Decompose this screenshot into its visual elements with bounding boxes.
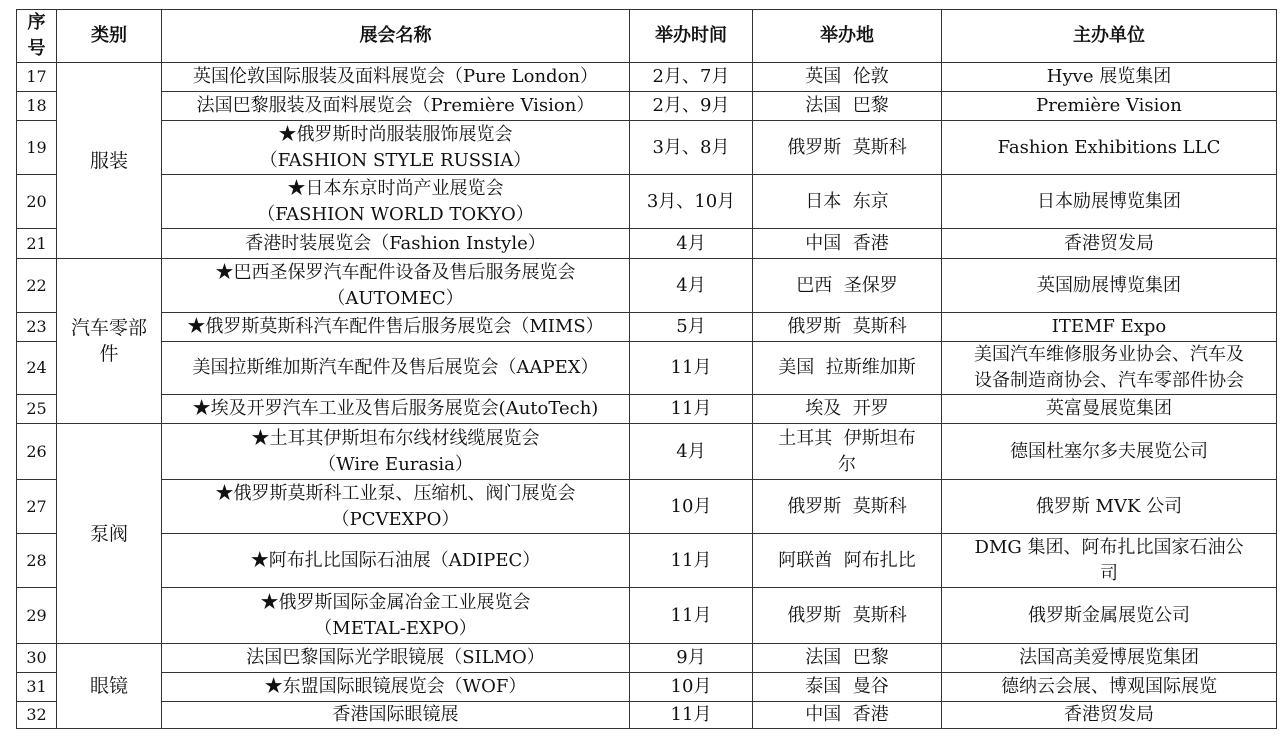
table-row: [17, 121, 1277, 175]
cell-line: 俄罗斯 MVK 公司: [1035, 495, 1183, 517]
cell-exhibition-name: [162, 702, 630, 729]
cell-line: 俄罗斯 莫斯科: [787, 136, 907, 158]
cell-line: 香港贸发局: [1064, 704, 1154, 725]
cell-line: 法国巴黎国际光学眼镜展（SILMO）: [246, 647, 545, 668]
table-row: [17, 424, 1277, 480]
cell-time: 10月: [630, 480, 753, 534]
cell-line: 法国 巴黎: [805, 95, 889, 116]
cell-time: 5月: [630, 313, 753, 342]
cell-line: 尔: [838, 453, 856, 475]
cell-line: 美国拉斯维加斯汽车配件及售后展览会（AAPEX）: [192, 357, 599, 378]
cell-place: [753, 480, 942, 534]
cell-organizer: [942, 702, 1277, 729]
cell-line: 司: [1100, 562, 1118, 584]
cell-exhibition-name: [162, 121, 630, 175]
cell-seq: 29: [17, 588, 57, 644]
cell-exhibition-name: [162, 480, 630, 534]
cell-place: [753, 534, 942, 588]
cell-seq: 23: [17, 313, 57, 342]
cell-seq: 24: [17, 342, 57, 395]
cell-line: 阿联酋 阿布扎比: [778, 549, 916, 571]
cell-exhibition-name: [162, 63, 630, 92]
cell-seq: 26: [17, 424, 57, 480]
cell-line: 英国励展博览集团: [1037, 274, 1181, 296]
cell-line: 法国巴黎服装及面料展览会（Première Vision）: [196, 95, 595, 116]
table-row: [17, 63, 1277, 92]
cell-place: [753, 229, 942, 259]
cell-line: ★俄罗斯莫斯科汽车配件售后服务展览会（MIMS）: [187, 316, 604, 337]
cell-seq: 31: [17, 673, 57, 702]
table-row: [17, 313, 1277, 342]
cell-time: 11月: [630, 534, 753, 588]
cell-organizer: [942, 259, 1277, 313]
cell-line: 英国伦敦国际服装及面料展览会（Pure London）: [192, 66, 599, 87]
cell-line: ★俄罗斯国际金属冶金工业展览会: [260, 591, 531, 613]
cell-place: [753, 424, 942, 480]
cell-line: ★日本东京时尚产业展览会: [287, 177, 504, 199]
table-row: [17, 588, 1277, 644]
header-seq: 序 号: [17, 10, 57, 63]
cell-place: [753, 63, 942, 92]
cell-line: （AUTOMEC）: [327, 287, 464, 309]
cell-line: ★东盟国际眼镜展览会（WOF）: [264, 676, 527, 697]
cell-time: 3月、8月: [630, 121, 753, 175]
cell-seq: 17: [17, 63, 57, 92]
cell-organizer: [942, 480, 1277, 534]
cell-place: [753, 673, 942, 702]
cell-line: 中国 香港: [805, 232, 889, 254]
cell-place: [753, 588, 942, 644]
cell-time: 11月: [630, 395, 753, 424]
table-row: [17, 702, 1277, 729]
cell-line: 香港国际眼镜展: [332, 704, 459, 725]
cell-line: 香港时装展览会（Fashion Instyle）: [245, 232, 546, 254]
cell-line: 法国高美爱博展览集团: [1019, 647, 1199, 668]
cell-place: [753, 175, 942, 229]
cell-seq: 27: [17, 480, 57, 534]
table-row: [17, 342, 1277, 395]
cell-line: （Wire Eurasia）: [318, 453, 473, 475]
cell-line: （FASHION WORLD TOKYO）: [257, 203, 534, 225]
cell-line: ★埃及开罗汽车工业及售后服务展览会(AutoTech): [192, 398, 599, 419]
cell-organizer: [942, 395, 1277, 424]
cell-place: [753, 259, 942, 313]
exhibition-table: [16, 9, 1277, 729]
cell-exhibition-name: [162, 644, 630, 673]
cell-category: 泵阀: [57, 424, 162, 644]
header-place: 举办地: [753, 10, 942, 63]
cell-place: [753, 92, 942, 121]
cell-line: （PCVEXPO）: [331, 508, 460, 530]
cell-line: Première Vision: [1036, 95, 1182, 116]
table-row: [17, 673, 1277, 702]
cell-place: [753, 702, 942, 729]
cell-exhibition-name: [162, 229, 630, 259]
table-row: [17, 534, 1277, 588]
cell-line: 俄罗斯 莫斯科: [787, 604, 907, 626]
cell-seq: 28: [17, 534, 57, 588]
cell-organizer: [942, 644, 1277, 673]
cell-time: 4月: [630, 229, 753, 259]
cell-seq: 30: [17, 644, 57, 673]
header-organizer: 主办单位: [942, 10, 1277, 63]
cell-line: 日本 东京: [805, 190, 889, 212]
cell-exhibition-name: [162, 424, 630, 480]
cell-line: ★巴西圣保罗汽车配件设备及售后服务展览会: [215, 261, 576, 283]
cell-line: 俄罗斯 莫斯科: [787, 495, 907, 517]
cell-time: 3月、10月: [630, 175, 753, 229]
header-category: 类别: [57, 10, 162, 63]
cell-time: 11月: [630, 342, 753, 395]
cell-seq: 32: [17, 702, 57, 729]
cell-line: 英富曼展览集团: [1046, 398, 1172, 419]
cell-place: [753, 121, 942, 175]
cell-category: 服装: [57, 63, 162, 259]
cell-organizer: [942, 92, 1277, 121]
cell-line: ★阿布扎比国际石油展（ADIPEC）: [250, 549, 541, 571]
category-line: 件: [99, 343, 119, 365]
cell-time: 4月: [630, 424, 753, 480]
cell-exhibition-name: [162, 92, 630, 121]
cell-line: 设备制造商协会、汽车零部件协会: [974, 370, 1244, 391]
cell-exhibition-name: [162, 342, 630, 395]
cell-seq: 25: [17, 395, 57, 424]
cell-line: 英国 伦敦: [805, 66, 889, 87]
cell-exhibition-name: [162, 175, 630, 229]
cell-seq: 20: [17, 175, 57, 229]
cell-line: 巴西 圣保罗: [796, 274, 898, 296]
table-row: [17, 395, 1277, 424]
cell-organizer: [942, 342, 1277, 395]
cell-line: 香港贸发局: [1064, 232, 1154, 254]
cell-time: 2月、7月: [630, 63, 753, 92]
cell-line: ★俄罗斯莫斯科工业泵、压缩机、阀门展览会: [215, 482, 576, 504]
cell-line: 德国杜塞尔多夫展览公司: [1010, 440, 1208, 462]
cell-organizer: [942, 588, 1277, 644]
cell-line: Fashion Exhibitions LLC: [997, 136, 1221, 158]
cell-line: 俄罗斯金属展览公司: [1028, 604, 1190, 626]
cell-exhibition-name: [162, 588, 630, 644]
cell-organizer: [942, 229, 1277, 259]
cell-line: 德纳云会展、博观国际展览: [1001, 676, 1217, 697]
cell-organizer: [942, 121, 1277, 175]
cell-exhibition-name: [162, 395, 630, 424]
cell-organizer: [942, 673, 1277, 702]
cell-line: DMG 集团、阿布扎比国家石油公: [974, 536, 1244, 558]
cell-line: ITEMF Expo: [1051, 316, 1167, 337]
cell-organizer: [942, 175, 1277, 229]
cell-place: [753, 313, 942, 342]
cell-place: [753, 395, 942, 424]
cell-line: 法国 巴黎: [805, 647, 889, 668]
cell-seq: 22: [17, 259, 57, 313]
cell-line: 泰国 曼谷: [805, 676, 889, 697]
cell-category: 眼镜: [57, 644, 162, 729]
cell-exhibition-name: [162, 259, 630, 313]
cell-seq: 19: [17, 121, 57, 175]
cell-time: 11月: [630, 702, 753, 729]
cell-time: 10月: [630, 673, 753, 702]
cell-line: 美国汽车维修服务业协会、汽车及: [974, 344, 1244, 365]
cell-line: 俄罗斯 莫斯科: [787, 316, 907, 337]
table-row: [17, 175, 1277, 229]
table-row: [17, 229, 1277, 259]
table-row: [17, 480, 1277, 534]
cell-time: 11月: [630, 588, 753, 644]
header-name: 展会名称: [162, 10, 630, 63]
cell-exhibition-name: [162, 313, 630, 342]
cell-seq: 18: [17, 92, 57, 121]
cell-line: 美国 拉斯维加斯: [778, 357, 916, 378]
cell-line: （FASHION STYLE RUSSIA）: [259, 149, 532, 171]
cell-line: 中国 香港: [805, 704, 889, 725]
cell-organizer: [942, 313, 1277, 342]
cell-organizer: [942, 534, 1277, 588]
table-row: [17, 259, 1277, 313]
category-line: 汽车零部: [70, 317, 147, 339]
table-row: [17, 92, 1277, 121]
cell-time: 4月: [630, 259, 753, 313]
table-row: [17, 644, 1277, 673]
cell-organizer: [942, 63, 1277, 92]
cell-line: ★俄罗斯时尚服装服饰展览会: [278, 123, 513, 145]
cell-place: [753, 644, 942, 673]
cell-exhibition-name: [162, 673, 630, 702]
cell-line: 埃及 开罗: [805, 398, 889, 419]
cell-exhibition-name: [162, 534, 630, 588]
cell-line: 土耳其 伊斯坦布: [778, 427, 916, 449]
cell-line: Hyve 展览集团: [1046, 66, 1172, 87]
cell-time: 9月: [630, 644, 753, 673]
cell-organizer: [942, 424, 1277, 480]
cell-place: [753, 342, 942, 395]
cell-time: 2月、9月: [630, 92, 753, 121]
cell-line: ★土耳其伊斯坦布尔线材线缆展览会: [251, 427, 540, 449]
cell-seq: 21: [17, 229, 57, 259]
table-header-row: [17, 10, 1277, 63]
cell-line: 日本励展博览集团: [1037, 190, 1181, 212]
header-time: 举办时间: [630, 10, 753, 63]
cell-category: [57, 259, 162, 424]
cell-line: （METAL-EXPO）: [314, 617, 477, 639]
